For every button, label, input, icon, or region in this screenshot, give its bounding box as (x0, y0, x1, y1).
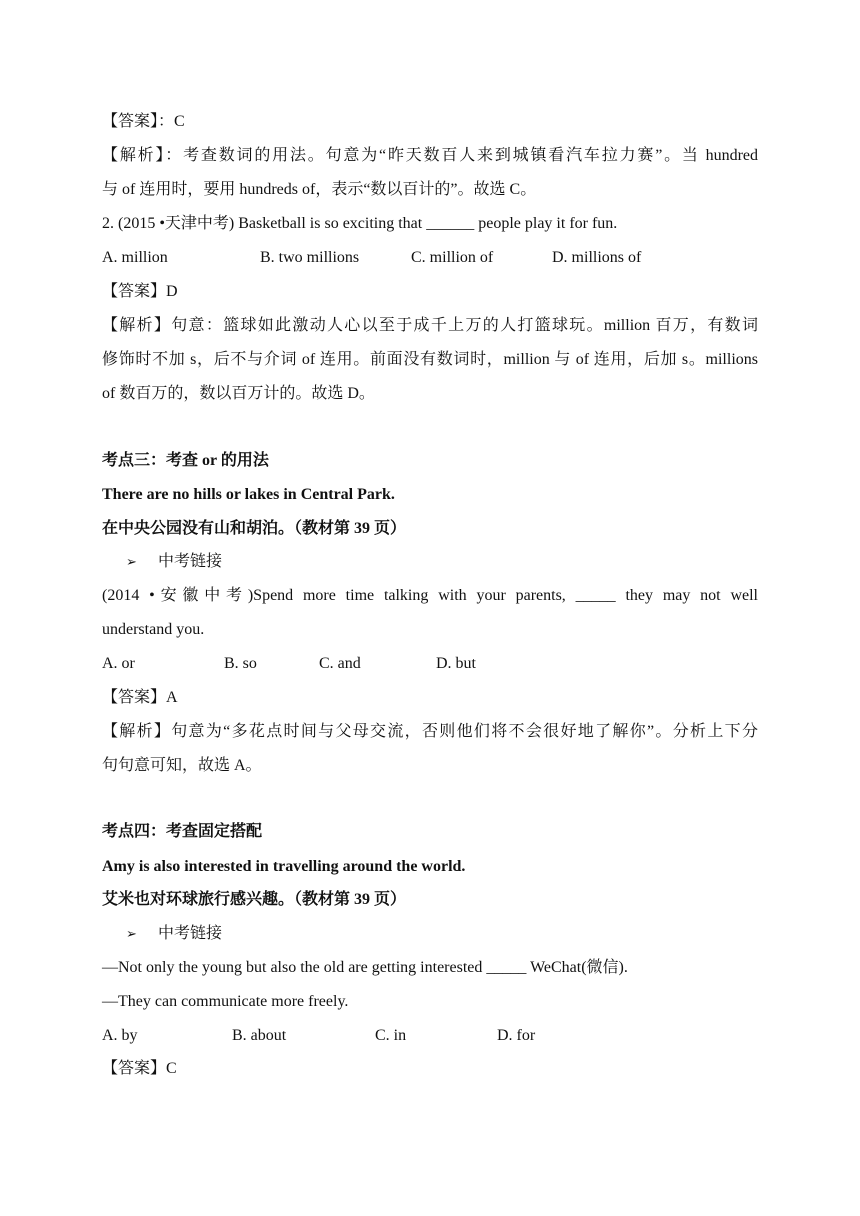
point4-link-label: 中考链接 (158, 925, 223, 942)
q2-analysis-line1: 【解析】句意：篮球如此激动人心以至于成千上万的人打篮球玩。million 百万，有数词 (102, 317, 758, 334)
point3-example-en: There are no hills or lakes in Central Park. (102, 486, 395, 503)
point4-dialog-line1: —Not only the young but also the old are getting interested _____ WeChat(微信). (102, 959, 628, 976)
point3-analysis-line2: 句句意可知，故选 A。 (102, 757, 262, 774)
point4-example-cn: 艾米也对环球旅行感兴趣。（教材第 39 页） (102, 891, 407, 908)
point3-example-cn: 在中央公园没有山和胡泊。（教材第 39 页） (102, 520, 407, 537)
q2-answer: 【答案】D (102, 283, 178, 300)
point4-option-a: A. by (102, 1027, 138, 1044)
point3-link-label: 中考链接 (158, 553, 223, 570)
point3-analysis-line1: 【解析】句意为“多花点时间与父母交流，否则他们将不会很好地了解你”。分析上下分 (102, 723, 758, 740)
q2-stem: 2. (2015 •天津中考) Basketball is so exciting that ______ people play it for fun. (102, 215, 618, 232)
q2-analysis-line2: 修饰时不加 s，后不与介词 of 连用。前面没有数词时，million 与 of 连用，后加 s。millions (102, 351, 758, 368)
point3-option-a: A. or (102, 655, 135, 672)
point3-heading: 考点三：考查 or 的用法 (102, 452, 269, 469)
q2-analysis-line3: of 数百万的，数以百万计的。故选 D。 (102, 385, 375, 402)
q1-analysis-line1: 【解析】：考查数词的用法。句意为“昨天数百人来到城镇看汽车拉力赛”。当 hundred (102, 147, 758, 164)
q1-analysis-line2: 与 of 连用时，要用 hundreds of，表示“数以百计的”。故选 C。 (102, 181, 537, 198)
q2-option-a: A. million (102, 249, 168, 266)
point4-example-en: Amy is also interested in travelling around the world. (102, 858, 466, 875)
point4-arrow-bullet-icon: ➢ (126, 926, 137, 941)
q2-option-d: D. millions of (552, 249, 642, 266)
q2-option-b: B. two millions (260, 249, 360, 266)
point4-option-b: B. about (232, 1027, 287, 1044)
point3-option-d: D. but (436, 655, 476, 672)
point3-stem-line2: understand you. (102, 621, 205, 638)
point3-arrow-bullet-icon: ➢ (126, 554, 137, 569)
q1-answer: 【答案】：C (102, 113, 185, 130)
point3-option-c: C. and (319, 655, 361, 672)
point4-option-d: D. for (497, 1027, 536, 1044)
point4-answer: 【答案】C (102, 1060, 177, 1077)
point4-heading: 考点四：考查固定搭配 (102, 823, 263, 840)
point3-stem-line1: (2014 •安徽中考)Spend more time talking with your parents, _____ they may not well (102, 587, 758, 604)
point4-option-c: C. in (375, 1027, 407, 1044)
q2-option-c: C. million of (411, 249, 494, 266)
point3-answer: 【答案】A (102, 689, 178, 706)
point4-dialog-line2: —They can communicate more freely. (102, 993, 349, 1010)
point3-option-b: B. so (224, 655, 257, 672)
